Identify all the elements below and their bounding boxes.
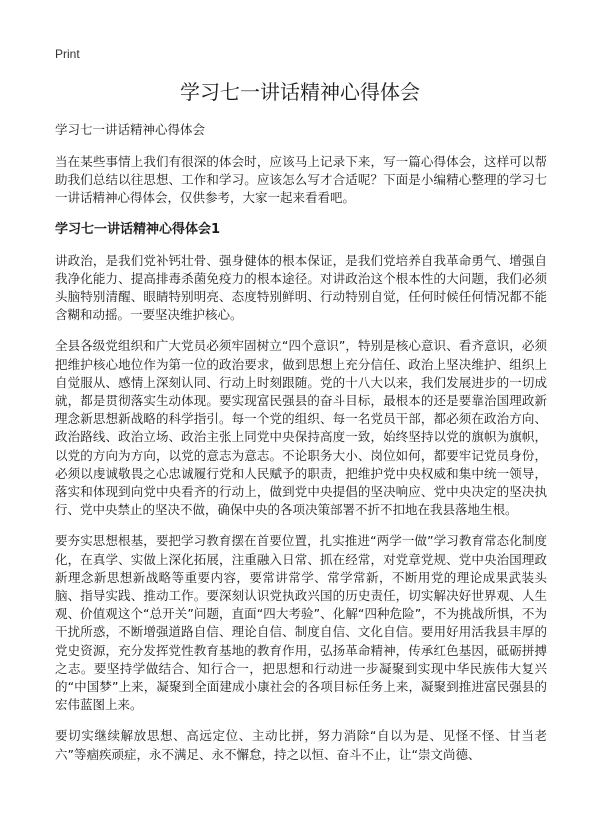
body-paragraph: 要夯实思想根基，要把学习教育摆在首要位置，扎实推进“两学一做”学习教育常态化制度化，在真学、实做上深化拓展，注重融入日常、抓在经常，对党章党规、党中央治国理政新理念新思想新战略等重要内容，要常讲常学、常学常新，不断用党的理论成果武装头脑、指导实践、推动工作。要深刻认识党执政兴国的历史责任，切实解决好世界观、人生观、价值观这个“总开关”问题，直面“四大考验”、化解“四种危险”，不为挑战所惧，不为干扰所惑，不断增强道路自信、理论自信、制度自信、文化自信。要用好用活我县丰厚的党史资源，充分发挥党性教育基地的教育作用，弘扬革命精神，传承红色基因，砥砺拼搏之志。要坚持学做结合、知行合一，把思想和行动进一步凝聚到实现中华民族伟大复兴的“中国梦”上来，凝聚到全面建成小康社会的各项目标任务上来，凝聚到推进富民强县的宏伟蓝图上来。 (55, 533, 547, 713)
article-subtitle: 学习七一讲话精神心得体会 (55, 122, 206, 137)
intro-paragraph: 当在某些事情上我们有很深的体会时，应该马上记录下来，写一篇心得体会，这样可以帮助我们总结以往思想、工作和学习。应该怎么写才合适呢？下面是小编精心整理的学习七一讲话精神心得体会，仅供参考，大家一起来看看吧。 (55, 154, 547, 206)
article-body (55, 121, 547, 777)
body-paragraph: 全县各级党组织和广大党员必须牢固树立“四个意识”，特别是核心意识、看齐意识，必须把维护核心地位作为第一位的政治要求，做到思想上充分信任、政治上坚决维护、组织上自觉服从、感情上深刻认同、行动上时刻跟随。党的十八大以来，我们发展进步的一切成就，都是贯彻落实生动体现。要实现富民强县的奋斗目标，最根本的还是要靠治国理政新理念新思想新战略的科学指引。每一个党的组织、每一名党员干部，都必须在政治方向、政治路线、政治立场、政治主张上同党中央保持高度一致，始终坚持以党的旗帜为旗帜，以党的方向为方向，以党的意志为意志。不论职务大小、岗位如何，都要牢记党员身份，必须以虔诚敬畏之心忠诚履行党和人民赋予的职责，把维护党中央权威和集中统一领导，落实和体现到向党中央看齐的行动上，做到党中央提倡的坚决响应、党中央决定的坚决执行、党中央禁止的坚决不做，确保中央的各项决策部署不折不扣地在我县落地生根。 (55, 338, 547, 518)
print-link[interactable]: Print (55, 47, 80, 61)
body-paragraph: 讲政治，是我们党补钙壮骨、强身健体的根本保证，是我们党培养自我革命勇气、增强自我净化能力、提高排毒杀菌免疫力的根本途径。对讲政治这个根本性的大问题，我们必须头脑特别清醒、眼睛特别明亮、态度特别鲜明、行动特别自觉，任何时候任何情况都不能含糊和动摇。一要坚决维护核心。 (55, 252, 547, 323)
body-paragraph: 要切实继续解放思想、高远定位、主动比拼，努力消除“自以为是、见怪不怪、甘当老六”等痼疾顽症，永不满足、永不懈怠，持之以恒、奋斗不止，让“崇文尚德、 (55, 728, 547, 762)
page-title: 学习七一讲话精神心得体会 (180, 80, 420, 104)
section-heading: 学习七一讲话精神心得体会1 (55, 221, 221, 237)
